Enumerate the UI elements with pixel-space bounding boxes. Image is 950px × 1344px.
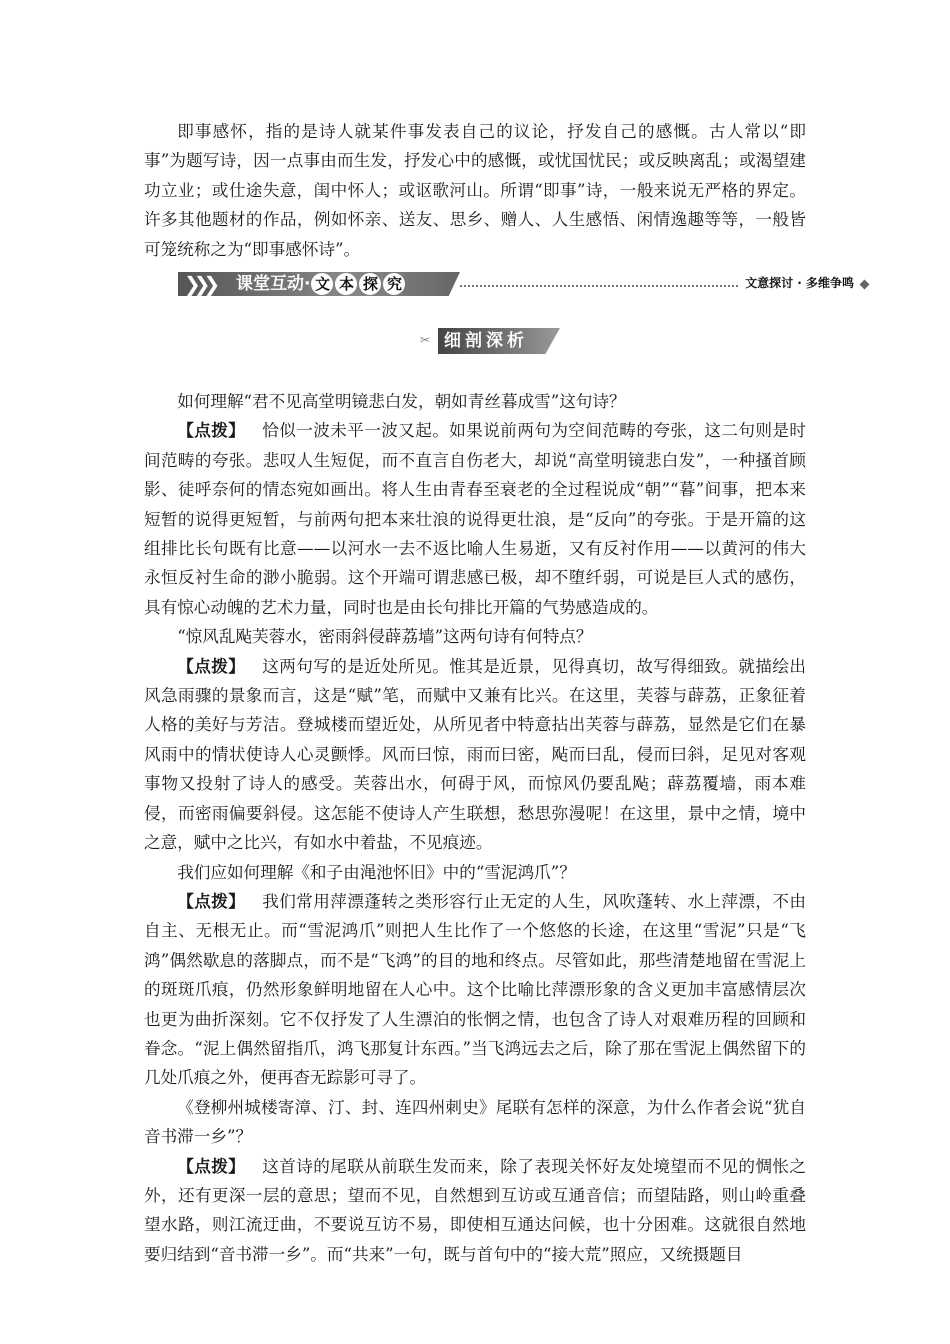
answer-label: 【点拨】 [177,890,246,911]
qa-section [144,387,806,1269]
scissors-icon: ✂ [420,333,431,347]
chevron-right-icon: ❯❯❯ [184,272,214,296]
answer-text: 这首诗的尾联从前联生发而来，除了表现关怀好友处境望而不见的惆怅之外，还有更深一层的意思；望而不见，自然想到互访或互通音信；而望陆路，则山岭重叠望水路，则江流迂曲，不要说互访不易，即使相互通达问候，也十分困难。这就很自然地要归结到“音书滞一乡”。而“共来”一句，既与首句中的“接大荒”照应，又统摄题目 [144,1156,807,1264]
banner-title-char: 本 [335,273,357,295]
intro-paragraph: 即事感怀，指的是诗人就某件事发表自己的议论，抒发自己的感慨。古人常以“即事”为题写诗，因一点事由而生发，抒发心中的感慨，或忧国忧民；或反映离乱；或渴望建功立业；或仕途失意，闺中怀人；或讴歌河山。所谓“即事”诗，一般来说无严格的界定。许多其他题材的作品，例如怀亲、送友、思乡、赠人、人生感悟、闲情逸趣等等，一般皆可笼统称之为“即事感怀诗”。 [144,122,806,259]
banner-title [236,272,406,296]
banner-title-char: 文 [311,273,333,295]
answer-text: 恰似一波未平一波又起。如果说前两句为空间范畴的夸张，这二句则是时间范畴的夸张。悲叹人生短促，而不直言自伤老大，却说“高堂明镜悲白发”，一种搔首顾影、徒呼奈何的情态宛如画出。将人生由青春至衰老的全过程说成“朝”“暮”间事，把本来短暂的说得更短暂，与前两句把本来壮浪的说得更壮浪，是“反向”的夸张。于是开篇的这组排比长句既有比意——以河水一去不返比喻人生易逝，又有反衬作用——以黄河的伟大永恒反衬生命的渺小脆弱。这个开端可谓悲感已极，却不堕纤弱，可说是巨人式的感伤，具有惊心动魄的艺术力量，同时也是由长句排比开篇的气势感造成的。 [144,421,807,617]
banner-title-char: 究 [383,273,405,295]
answer-paragraph [144,1152,806,1270]
answer-paragraph [144,887,806,1093]
question: 我们应如何理解《和子由渑池怀旧》中的“雪泥鸿爪”？ [177,862,576,882]
section-banner [178,269,868,299]
question: 如何理解“君不见高堂明镜悲白发，朝如青丝暮成雪”这句诗？ [177,392,626,411]
answer-text: 这两句写的是近处所见。惟其是近景，见得真切，故写得细致。就描绘出风急雨骤的景象而言，这是“赋”笔，而赋中又兼有比兴。在这里，芙蓉与薜荔，正象征着人格的美好与芳洁。登城楼而望近处，从所见者中特意拈出芙蓉与薜荔，显然是它们在暴风雨中的情状使诗人心灵颤悸。风而曰惊，雨而曰密，飐而曰乱，侵而曰斜，足见对客观事物又投射了诗人的感受。芙蓉出水，何碍于风，而惊风仍要乱飐；薜荔覆墙，雨本难侵，而密雨偏要斜侵。这怎能不使诗人产生联想，愁思弥漫呢！在这里，景中之情，境中之意，赋中之比兴，有如水中着盐，不见痕迹。 [144,656,807,853]
subheading [420,325,566,357]
question: 《登柳州城楼寄漳、汀、封、连四州刺史》尾联有怎样的深意，为什么作者会说“犹自音书滞一乡”？ [144,1097,806,1147]
question: “惊风乱飐芙蓉水，密雨斜侵薜荔墙”这两句诗有何特点？ [177,627,593,647]
answer-paragraph [144,416,806,622]
banner-title-prefix: 课堂互动· [236,274,311,294]
intro-section [144,117,806,264]
banner-title-char: 探 [359,273,381,295]
answer-label: 【点拨】 [177,655,246,676]
answer-label: 【点拨】 [177,1155,246,1176]
answer-paragraph [144,652,806,858]
banner-subtitle: 文意探讨 · 多维争鸣 [739,273,854,293]
answer-text: 我们常用萍漂蓬转之类形容行止无定的人生，风吹蓬转、水上萍漂，不由自主、无根无止。而“雪泥鸿爪”则把人生比作了一个悠悠的长途，在这里“雪泥”只是“飞鸿”偶然歇息的落脚点，而不是“飞鸿”的目的地和终点。尽管如此，那些清楚地留在雪泥上的斑斑爪痕，仍然形象鲜明地留在人心中。这个比喻比萍漂形象的含义更加丰富感情层次也更为曲折深刻。它不仅抒发了人生漂泊的怅惘之情，也包含了诗人对艰难历程的回顾和眷念。“泥上偶然留指爪，鸿飞那复计东西。”当飞鸿远去之后，除了那在雪泥上偶然留下的几处爪痕之外，便再杳无踪影可寻了。 [144,891,807,1088]
diamond-icon [860,280,870,290]
subheading-text: 细剖深析 [444,331,528,351]
answer-label: 【点拨】 [177,420,246,441]
